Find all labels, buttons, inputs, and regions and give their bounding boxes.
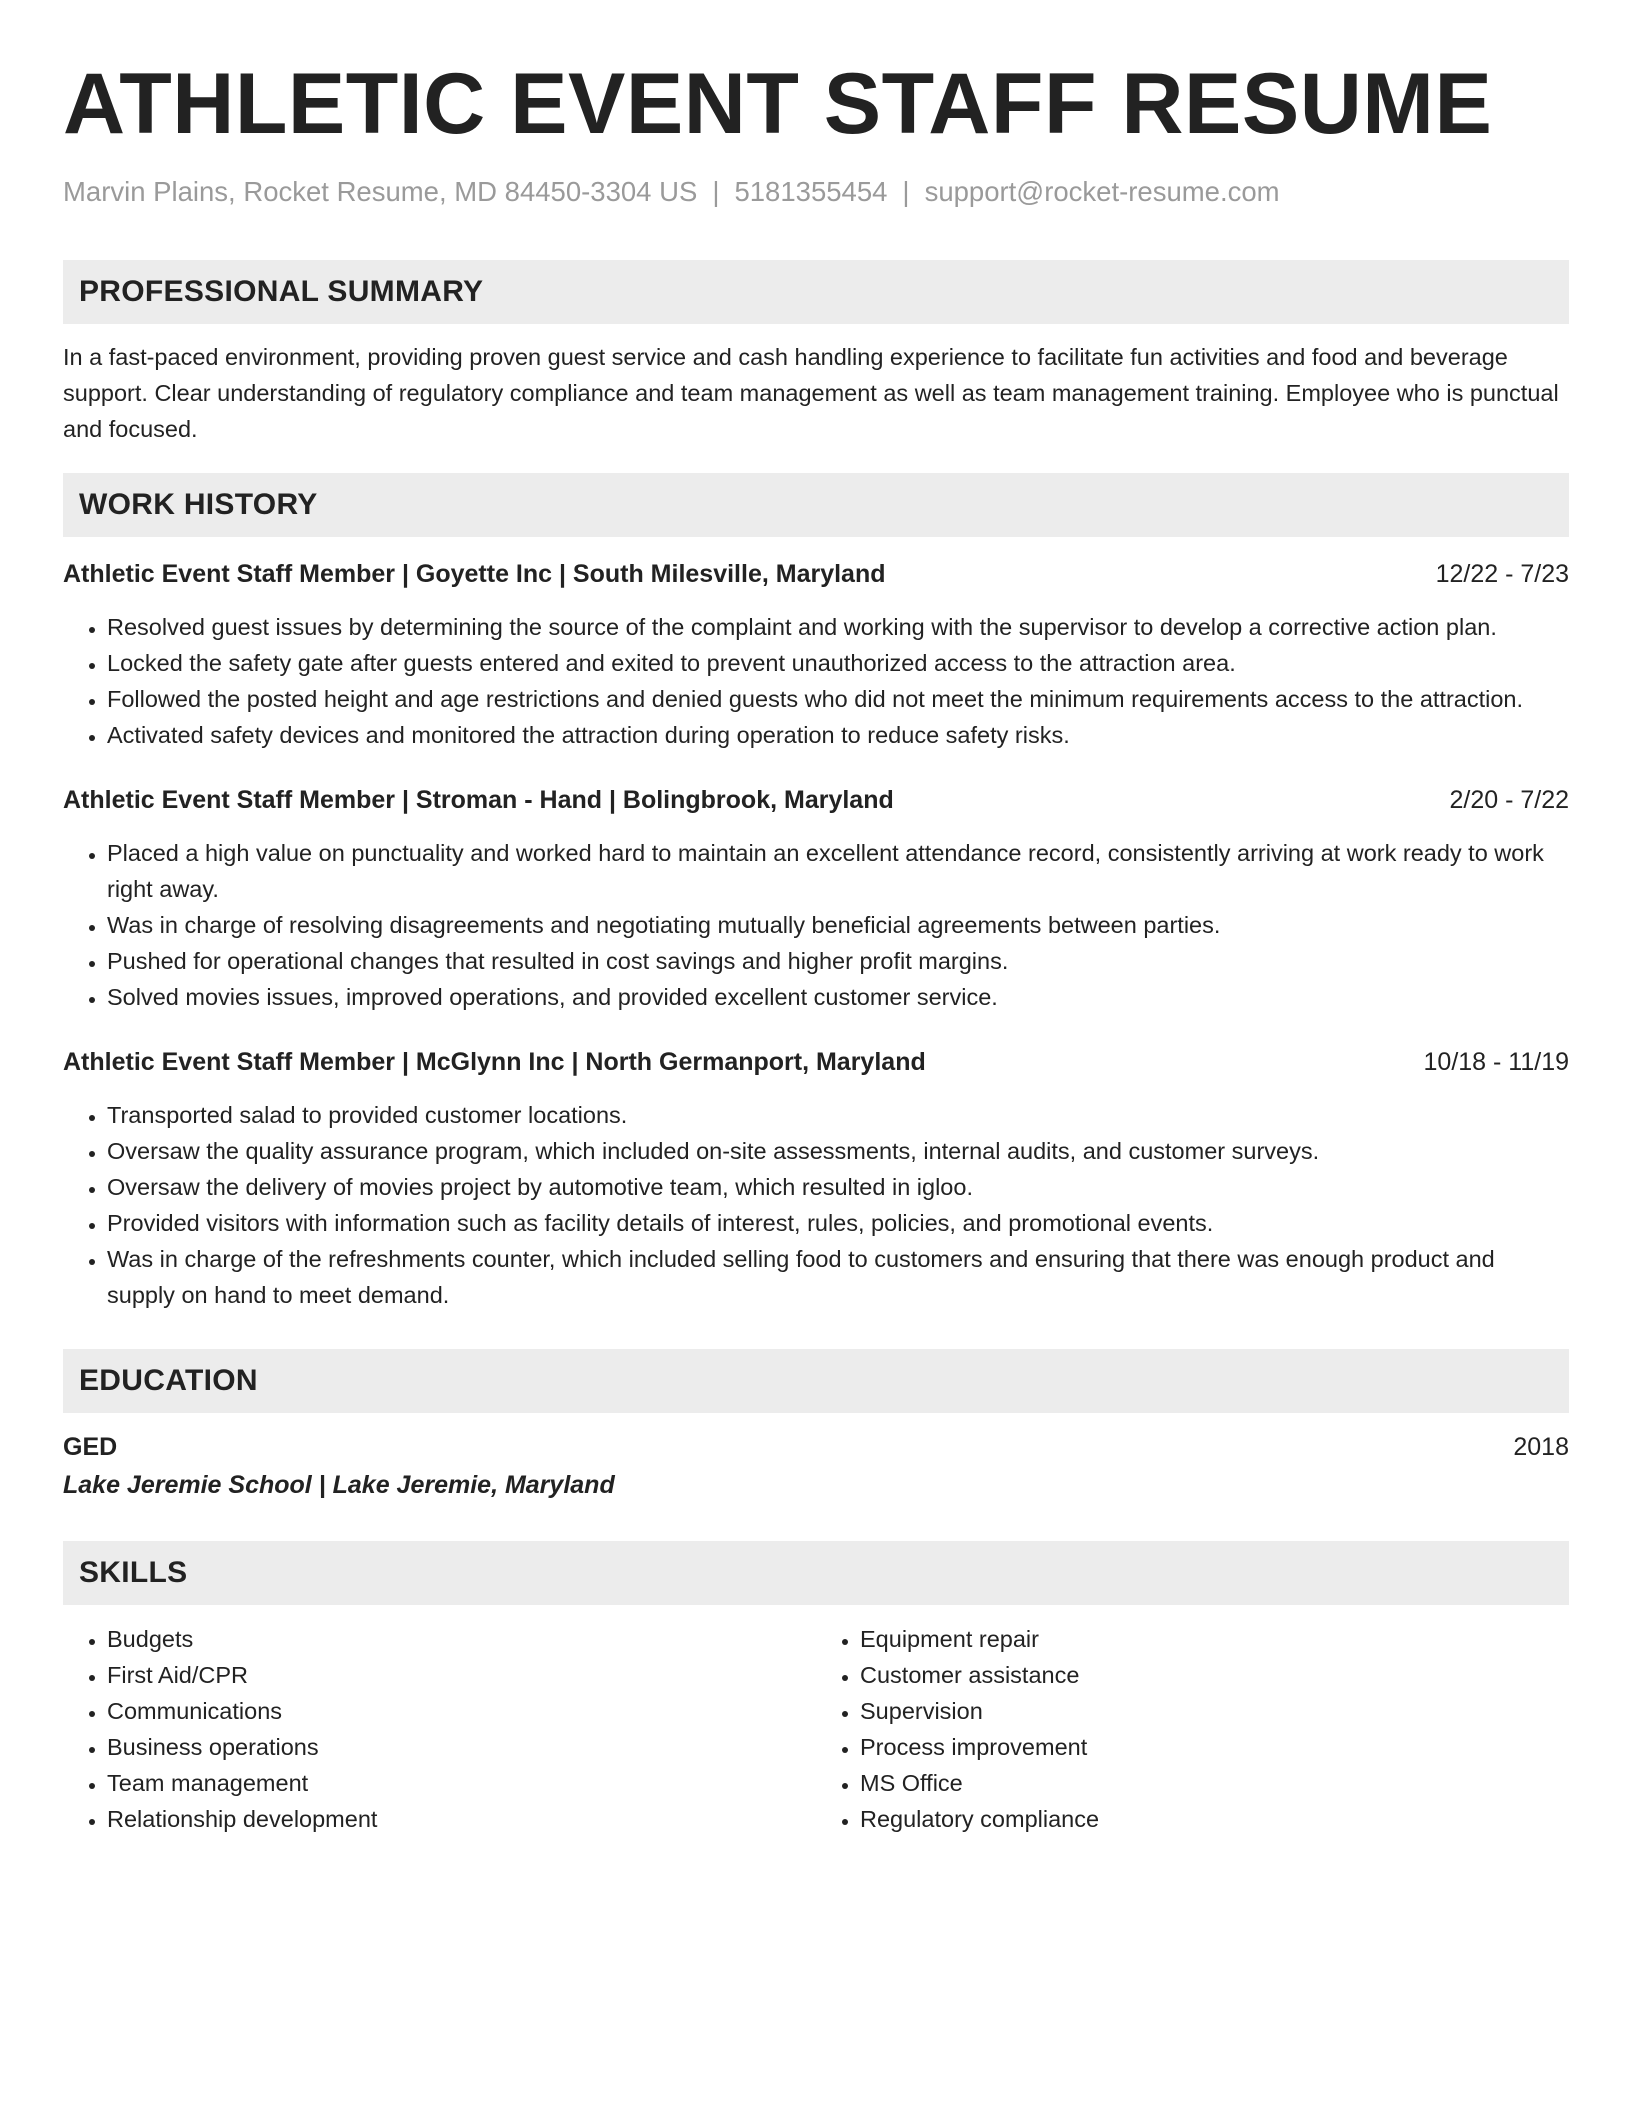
skill-item: • Communications <box>107 1693 816 1729</box>
job-entry <box>63 556 1569 753</box>
summary-text: In a fast-paced environment, providing proven guest service and cash handling experience to facilitate fun activities and food and beverage support. Clear understanding of regulatory compliance and team management as well as team management training. Employee who is punctual and focused. <box>63 344 1559 442</box>
contact-phone: 5181355454 <box>734 176 888 207</box>
skill-item: • Customer assistance <box>860 1657 1569 1693</box>
skill-item: • Equipment repair <box>860 1621 1569 1657</box>
job-bullets <box>63 609 1569 753</box>
job-bullet: • Was in charge of resolving disagreements and negotiating mutually beneficial agreements between parties. <box>107 907 1569 943</box>
skill-item: • Budgets <box>107 1621 816 1657</box>
job-bullet: • Followed the posted height and age restrictions and denied guests who did not meet the minimum requirements access to the attraction. <box>107 681 1569 717</box>
job-dates: 12/22 - 7/23 <box>1435 560 1569 588</box>
education-entry <box>63 1429 1569 1465</box>
summary-heading: PROFESSIONAL SUMMARY <box>63 260 1569 324</box>
job-bullet: • Transported salad to provided customer locations. <box>107 1097 1569 1133</box>
job-title: Athletic Event Staff Member | McGlynn Inc | North Germanport, Maryland <box>63 1048 926 1076</box>
education-heading: EDUCATION <box>63 1349 1569 1413</box>
contact-address: Marvin Plains, Rocket Resume, MD 84450-3304 US <box>63 176 698 207</box>
skill-item: • Business operations <box>107 1729 816 1765</box>
job-title: Athletic Event Staff Member | Stroman - Hand | Bolingbrook, Maryland <box>63 786 894 814</box>
skills-heading: SKILLS <box>63 1541 1569 1605</box>
education-degree: GED <box>63 1433 118 1461</box>
job-bullet: • Oversaw the quality assurance program, which included on-site assessments, internal audits, and customer surveys. <box>107 1133 1569 1169</box>
contact-email: support@rocket-resume.com <box>924 176 1280 207</box>
job-bullet: • Placed a high value on punctuality and worked hard to maintain an excellent attendance record, consistently arriving at work ready to work right away. <box>107 835 1569 907</box>
skill-item: • Team management <box>107 1765 816 1801</box>
resume-title: ATHLETIC EVENT STAFF RESUME <box>63 56 1493 152</box>
job-bullet: • Locked the safety gate after guests entered and exited to prevent unauthorized access to the attraction area. <box>107 645 1569 681</box>
job-bullet: • Pushed for operational changes that resulted in cost savings and higher profit margins. <box>107 943 1569 979</box>
job-bullets <box>63 1097 1569 1313</box>
skill-item: • MS Office <box>860 1765 1569 1801</box>
job-dates: 2/20 - 7/22 <box>1449 786 1569 814</box>
skill-item: • Process improvement <box>860 1729 1569 1765</box>
job-bullet: • Resolved guest issues by determining the source of the complaint and working with the supervisor to develop a corrective action plan. <box>107 609 1569 645</box>
job-bullet: • Provided visitors with information such as facility details of interest, rules, policies, and promotional events. <box>107 1205 1569 1241</box>
job-bullet: • Oversaw the delivery of movies project by automotive team, which resulted in igloo. <box>107 1169 1569 1205</box>
education-year: 2018 <box>1513 1433 1569 1461</box>
job-entry <box>63 782 1569 1015</box>
skills-list-left <box>63 1621 816 1837</box>
contact-separator: | <box>712 176 720 207</box>
job-header <box>63 1044 1569 1080</box>
education-school: Lake Jeremie School | Lake Jeremie, Maryland <box>63 1471 615 1499</box>
skill-item: • Supervision <box>860 1693 1569 1729</box>
skill-item: • Regulatory compliance <box>860 1801 1569 1837</box>
skill-item: • First Aid/CPR <box>107 1657 816 1693</box>
skill-item: • Relationship development <box>107 1801 816 1837</box>
job-title: Athletic Event Staff Member | Goyette Inc | South Milesville, Maryland <box>63 560 886 588</box>
job-header <box>63 556 1569 592</box>
contact-line <box>63 174 1569 210</box>
job-entry <box>63 1044 1569 1313</box>
skills-list-right <box>816 1621 1569 1837</box>
job-bullets <box>63 835 1569 1015</box>
job-bullet: • Solved movies issues, improved operations, and provided excellent customer service. <box>107 979 1569 1015</box>
job-bullet: • Was in charge of the refreshments counter, which included selling food to customers and ensuring that there was enough product and supply on hand to meet demand. <box>107 1241 1569 1313</box>
job-header <box>63 782 1569 818</box>
job-dates: 10/18 - 11/19 <box>1423 1048 1569 1076</box>
skills-columns <box>63 1621 1569 1837</box>
job-bullet: • Activated safety devices and monitored the attraction during operation to reduce safety risks. <box>107 717 1569 753</box>
work-history-heading: WORK HISTORY <box>63 473 1569 537</box>
contact-separator: | <box>902 176 910 207</box>
